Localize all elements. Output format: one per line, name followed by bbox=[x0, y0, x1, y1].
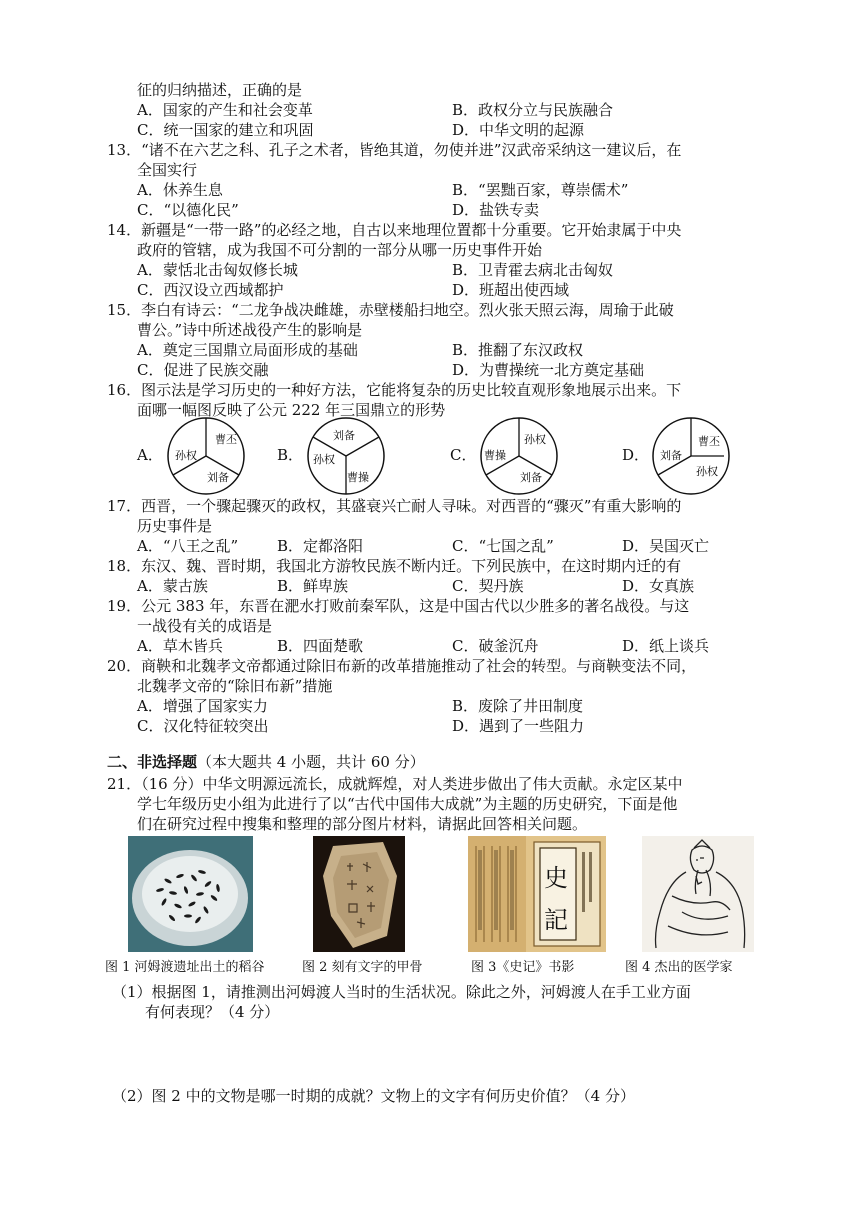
q21-sub1-question-cont: 有何表现？（4 分） bbox=[145, 1003, 280, 1021]
sector-left: 孙权 bbox=[313, 453, 335, 466]
q20-option-b: B．废除了井田制度 bbox=[452, 697, 584, 715]
figure-2-oracle-bone bbox=[313, 836, 405, 952]
book-title-char-2: 記 bbox=[544, 906, 568, 934]
q15-option-c: C．促进了民族交融 bbox=[137, 361, 269, 379]
sector-bottom: 孙权 bbox=[696, 465, 718, 478]
sector-top: 孙权 bbox=[524, 433, 546, 446]
q12-option-a: A．国家的产生和社会变革 bbox=[137, 101, 313, 119]
q17-stem-cont: 历史事件是 bbox=[137, 517, 213, 535]
q20-option-d: D．遇到了一些阻力 bbox=[452, 717, 585, 735]
q20-option-a: A．增强了国家实力 bbox=[137, 697, 268, 715]
sector-left: 刘备 bbox=[660, 449, 682, 462]
three-kingdoms-diagram bbox=[165, 415, 247, 497]
q19-option-c: C．破釜沉舟 bbox=[452, 637, 539, 655]
q15-option-b: B．推翻了东汉政权 bbox=[452, 341, 584, 359]
q20-option-c: C．汉化特征较突出 bbox=[137, 717, 269, 735]
q20-stem: 20．商鞅和北魏孝文帝都通过除旧布新的改革措施推动了社会的转型。与商鞅变法不同， bbox=[107, 657, 697, 675]
q13-option-c: C．“以德化民” bbox=[137, 201, 239, 219]
q13-option-d: D．盐铁专卖 bbox=[452, 201, 540, 219]
figure-2-caption: 图 2 刻有文字的甲骨 bbox=[302, 960, 423, 975]
figure-3-shiji-book bbox=[468, 836, 606, 952]
sector-left: 曹操 bbox=[484, 449, 506, 462]
q17-stem: 17．西晋，一个骤起骤灭的政权，其盛衰兴亡耐人寻味。对西晋的“骤灭”有重大影响的 bbox=[107, 497, 682, 515]
q18-option-d: D．女真族 bbox=[622, 577, 695, 595]
three-kingdoms-diagram bbox=[650, 415, 732, 497]
q19-stem: 19．公元 383 年，东晋在淝水打败前秦军队，这是中国古代以少胜多的著名战役。与这 bbox=[107, 597, 690, 615]
section-note: （本大题共 4 小题，共计 60 分） bbox=[197, 753, 425, 771]
q14-option-c: C．西汉设立西域都护 bbox=[137, 281, 284, 299]
q21-sub1-question: （1）根据图 1，请推测出河姆渡人当时的生活状况。除此之外，河姆渡人在手工业方面 bbox=[112, 983, 691, 1001]
three-kingdoms-diagram bbox=[478, 415, 560, 497]
q13-option-b: B．“罢黜百家，尊崇儒术” bbox=[452, 181, 629, 199]
q21-sub2-question: （2）图 2 中的文物是哪一时期的成就？文物上的文字有何历史价值？（4 分） bbox=[112, 1087, 635, 1105]
q19-option-d: D．纸上谈兵 bbox=[622, 637, 710, 655]
q12-option-b: B．政权分立与民族融合 bbox=[452, 101, 614, 119]
q15-option-d: D．为曹操统一北方奠定基础 bbox=[452, 361, 645, 379]
q16-option-label: A． bbox=[137, 446, 163, 464]
q19-option-a: A．草木皆兵 bbox=[137, 637, 223, 655]
q15-stem: 15．李白有诗云：“二龙争战决雌雄，赤壁楼船扫地空。烈火张天照云海，周瑜于此破 bbox=[107, 301, 674, 319]
q18-stem: 18．东汉、魏、晋时期，我国北方游牧民族不断内迁。下列民族中，在这时期内迁的有 bbox=[107, 557, 682, 575]
figure-4-physician-portrait bbox=[642, 836, 754, 952]
q18-option-b: B．鲜卑族 bbox=[277, 577, 349, 595]
q14-option-d: D．班超出使西域 bbox=[452, 281, 570, 299]
q13-stem-cont: 全国实行 bbox=[137, 161, 198, 179]
book-title-char-1: 史 bbox=[544, 864, 568, 892]
sector-top: 曹丕 bbox=[698, 435, 720, 448]
q14-stem-cont: 政府的管辖，成为我国不可分割的一部分从哪一历史事件开始 bbox=[137, 241, 543, 259]
q13-option-a: A．休养生息 bbox=[137, 181, 223, 199]
q18-option-a: A．蒙古族 bbox=[137, 577, 208, 595]
sector-top: 曹丕 bbox=[215, 433, 237, 446]
q19-option-b: B．四面楚歌 bbox=[277, 637, 364, 655]
figure-3-caption: 图 3《史记》书影 bbox=[471, 960, 575, 975]
q13-stem: 13．“诸不在六艺之科、孔子之术者，皆绝其道，勿使并进”汉武帝采纳这一建议后，在 bbox=[107, 141, 682, 159]
q16-stem-cont: 面哪一幅图反映了公元 222 年三国鼎立的形势 bbox=[137, 401, 446, 419]
sector-bottom: 曹操 bbox=[347, 471, 369, 484]
sector-bottom: 刘备 bbox=[520, 471, 542, 484]
figure-1-rice-grains bbox=[128, 836, 253, 952]
sector-bottom: 刘备 bbox=[207, 471, 229, 484]
q17-option-d: D．吴国灭亡 bbox=[622, 537, 710, 555]
q16-option-label: D． bbox=[622, 446, 650, 464]
q14-option-b: B．卫青霍去病北击匈奴 bbox=[452, 261, 614, 279]
q16-stem: 16．图示法是学习历史的一种好方法，它能将复杂的历史比较直观形象地展示出来。下 bbox=[107, 381, 682, 399]
q19-stem-cont: 一战役有关的成语是 bbox=[137, 617, 273, 635]
q17-option-a: A．“八王之乱” bbox=[137, 537, 239, 555]
q18-option-c: C．契丹族 bbox=[452, 577, 524, 595]
q17-option-c: C．“七国之乱” bbox=[452, 537, 554, 555]
q12-option-d: D．中华文明的起源 bbox=[452, 121, 585, 139]
q15-option-a: A．奠定三国鼎立局面形成的基础 bbox=[137, 341, 358, 359]
sector-left: 孙权 bbox=[175, 449, 197, 462]
q16-option-label: C． bbox=[450, 446, 477, 464]
q12-stem-tail: 征的归纳描述，正确的是 bbox=[137, 81, 303, 99]
figure-4-caption: 图 4 杰出的医学家 bbox=[625, 960, 733, 975]
q21-stem-cont: 学七年级历史小组为此进行了以“古代中国伟大成就”为主题的历史研究，下面是他 bbox=[137, 795, 678, 813]
q20-stem-cont: 北魏孝文帝的“除旧布新”措施 bbox=[137, 677, 333, 695]
section-heading bbox=[107, 752, 425, 772]
q21-stem: 21．（16 分）中华文明源远流长，成就辉煌，对人类进步做出了伟大贡献。永定区某中 bbox=[107, 775, 683, 793]
q12-option-c: C．统一国家的建立和巩固 bbox=[137, 121, 314, 139]
q17-option-b: B．定都洛阳 bbox=[277, 537, 364, 555]
figure-1-caption: 图 1 河姆渡遗址出土的稻谷 bbox=[105, 960, 265, 975]
q16-option-label: B． bbox=[277, 446, 304, 464]
three-kingdoms-diagram bbox=[305, 415, 387, 497]
sector-top: 刘备 bbox=[333, 429, 355, 442]
section-title: 二、非选择题 bbox=[107, 753, 198, 771]
q15-stem-cont: 曹公。”诗中所述战役产生的影响是 bbox=[137, 321, 363, 339]
q14-option-a: A．蒙恬北击匈奴修长城 bbox=[137, 261, 298, 279]
q14-stem: 14．新疆是“一带一路”的必经之地，自古以来地理位置都十分重要。它开始隶属于中央 bbox=[107, 221, 682, 239]
q21-stem-cont2: 们在研究过程中搜集和整理的部分图片材料，请据此回答相关问题。 bbox=[137, 815, 588, 833]
